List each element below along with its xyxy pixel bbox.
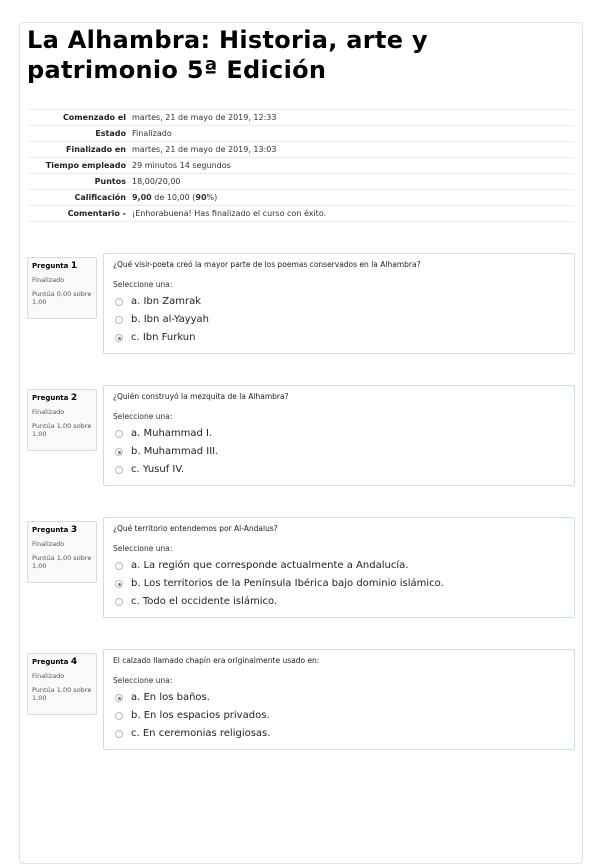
question-number [32,393,92,403]
option-label: b. En los espacios privados. [131,710,270,721]
question-score: Puntúa 1,00 sobre 1,00 [32,554,92,570]
question-label: Pregunta [32,262,69,270]
answer-option[interactable] [113,311,565,329]
question-state: Finalizado [32,672,65,680]
summary-row [28,142,574,158]
option-label: c. Yusuf IV. [131,464,185,475]
question-text: ¿Quién construyó la mezquita de la Alhambra? [113,392,289,401]
summary-value: ¡Enhorabuena! Has finalizado el curso con éxito. [129,206,574,222]
radio-button[interactable] [115,730,123,738]
summary-row [28,174,574,190]
summary-value: Finalizado [129,126,574,142]
summary-value: martes, 21 de mayo de 2019, 12:33 [129,110,574,126]
answer-prompt: Seleccione una: [113,676,173,685]
answer-option[interactable] [113,557,565,575]
question-info [27,389,97,451]
summary-row [28,190,574,206]
question-number-value: 1 [70,261,78,271]
option-label: a. En los baños. [131,692,210,703]
option-label: c. Todo el occidente islámico. [131,596,278,607]
answer-option[interactable] [113,725,565,743]
summary-label: Puntos [28,174,129,190]
summary-value: martes, 21 de mayo de 2019, 13:03 [129,142,574,158]
answer-option[interactable] [113,593,565,611]
answer-option[interactable] [113,293,565,311]
question-state: Finalizado [32,276,65,284]
radio-button[interactable] [115,298,123,306]
question-text: ¿Qué visir-poeta creó la mayor parte de los poemas conservados en la Alhambra? [113,260,421,269]
answer-prompt: Seleccione una: [113,412,173,421]
question-info [27,521,97,583]
answer-option[interactable] [113,707,565,725]
answer-option[interactable] [113,425,565,443]
question-label: Pregunta [32,658,69,666]
summary-label: Comenzado el [28,110,129,126]
question-label: Pregunta [32,526,69,534]
question-score: Puntúa 1,00 sobre 1,00 [32,422,92,438]
question-content [103,649,575,750]
question-content [103,253,575,354]
answer-option[interactable] [113,689,565,707]
option-label: b. Muhammad III. [131,446,219,457]
radio-button[interactable] [115,712,123,720]
question-score: Puntúa 1,00 sobre 1,00 [32,686,92,702]
radio-button[interactable] [115,562,123,570]
option-label: b. Los territorios de la Península Ibérica bajo dominio islámico. [131,578,444,589]
summary-label: Calificación [28,190,129,206]
answer-prompt: Seleccione una: [113,544,173,553]
question-number [32,525,92,535]
question-content [103,517,575,618]
question-text: El calzado llamado chapín era originalmente usado en: [113,656,320,665]
question-text: ¿Qué territorio entendemos por Al-Andalus? [113,524,278,533]
answer-option[interactable] [113,443,565,461]
summary-value: 29 minutos 14 segundos [129,158,574,174]
summary-label: Tiempo empleado [28,158,129,174]
summary-row [28,206,574,222]
radio-button-selected[interactable] [115,694,123,702]
summary-row [28,126,574,142]
question-label: Pregunta [32,394,69,402]
grade-score: 9,00 [132,192,152,202]
option-label: b. Ibn al-Yayyah [131,314,210,325]
attempt-summary-table [28,109,574,222]
question-number [32,657,92,667]
radio-button-selected[interactable] [115,580,123,588]
question-info [27,653,97,715]
radio-button-selected[interactable] [115,448,123,456]
answer-prompt: Seleccione una: [113,280,173,289]
question-number-value: 3 [70,525,78,535]
option-label: a. Ibn Zamrak [131,296,202,307]
summary-value: 18,00/20,00 [129,174,574,190]
question-score: Puntúa 0,00 sobre 1,00 [32,290,92,306]
option-label: a. La región que corresponde actualmente a Andalucía. [131,560,409,571]
question-number [32,261,92,271]
grade-out-of: de 10,00 ( [151,192,196,202]
radio-button[interactable] [115,466,123,474]
question-number-value: 4 [70,657,78,667]
summary-label: Estado [28,126,129,142]
option-label: c. Ibn Furkun [131,332,196,343]
question-content [103,385,575,486]
quiz-review-page [19,22,583,864]
grade-suffix: %) [206,192,218,202]
answer-option[interactable] [113,329,565,347]
page-title: La Alhambra: Historia, arte y patrimonio 5ª Edición [27,26,428,84]
answer-option[interactable] [113,461,565,479]
summary-row [28,158,574,174]
summary-label: Finalizado en [28,142,129,158]
option-label: a. Muhammad I. [131,428,213,439]
radio-button-selected[interactable] [115,334,123,342]
answer-option[interactable] [113,575,565,593]
question-state: Finalizado [32,540,65,548]
question-state: Finalizado [32,408,65,416]
radio-button[interactable] [115,598,123,606]
question-info [27,257,97,319]
grade-value [129,190,574,206]
radio-button[interactable] [115,430,123,438]
grade-percent: 90 [195,192,207,202]
summary-label: Comentario - [28,206,129,222]
option-label: c. En ceremonias religiosas. [131,728,271,739]
question-number-value: 2 [70,393,78,403]
radio-button[interactable] [115,316,123,324]
summary-row [28,110,574,126]
